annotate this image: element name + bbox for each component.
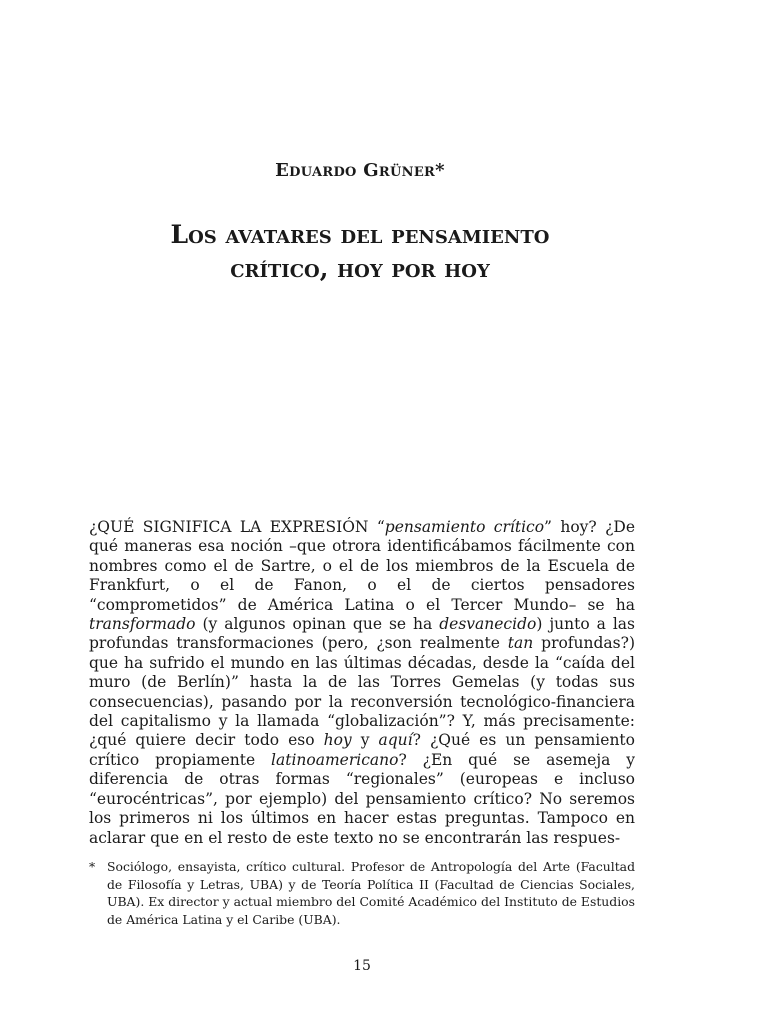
footnote-marker: * bbox=[89, 859, 96, 874]
title-line-2: crítico, hoy por hoy bbox=[230, 254, 490, 283]
article-title bbox=[0, 218, 720, 286]
author-name: Eduardo Grüner* bbox=[275, 160, 445, 181]
footnote bbox=[89, 858, 635, 928]
title-line-1: Los avatares del pensamiento bbox=[170, 220, 550, 249]
page-number: 15 bbox=[353, 958, 371, 974]
body-paragraph: ¿QUÉ SIGNIFICA LA EXPRESIÓN “pensamiento crítico” hoy? ¿De qué maneras esa noción –que otrora identificábamos fácilmente con nombres como el de Sartre, o el de los miembros de la Escuela de Frankfurt, o el de Fanon, o el de ciertos pensadores “comprometidos” de América Latina o el Tercer Mundo– se ha transformado (y algunos opinan que se ha desvanecido) junto a las profundas transformaciones (pero, ¿son realmente tan profundas?) que ha sufrido el mundo en las últimas décadas, desde la “caída del muro (de Berlín)” hasta la de las Torres Gemelas (y todas sus consecuencias), pasando por la reconversión tecnológico-financiera del capitalismo y la llamada “globalización”? Y, más precisamente: ¿qué quiere decir todo eso hoy y aquí? ¿Qué es un pensamiento crítico propiamente latinoamericano? ¿En qué se asemeja y diferencia de otras formas “regionales” (europeas e incluso “eurocéntricas”, por ejemplo) del pensamiento crítico? No seremos los primeros ni los últimos en hacer estas preguntas. Tampoco en aclarar que en el resto de este texto no se encontrarán las respues- bbox=[89, 518, 636, 847]
footnote-text: Sociólogo, ensayista, crítico cultural. Profesor de Antropología del Arte (Facultad de Filosofía y Letras, UBA) y de Teoría Política II (Facultad de Ciencias Sociales, UBA). Ex director y actual miembro del Comité Académico del Instituto de Estudios de América Latina y el Caribe (UBA). bbox=[107, 859, 635, 927]
